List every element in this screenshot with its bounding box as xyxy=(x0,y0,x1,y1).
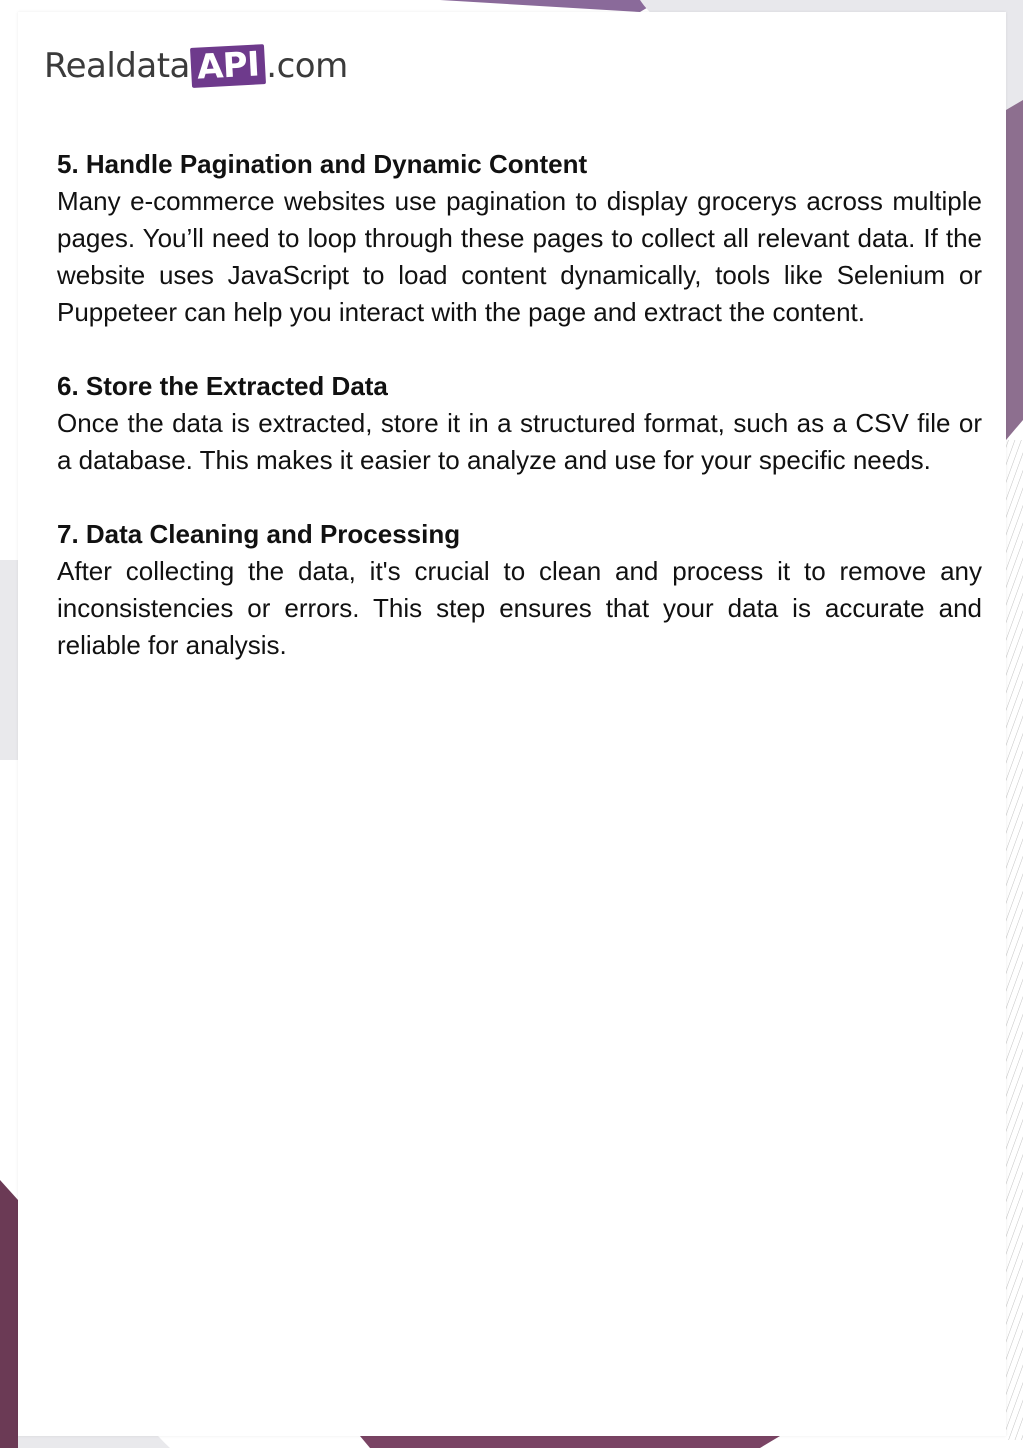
logo-text-com: .com xyxy=(266,46,348,86)
section-pagination xyxy=(57,146,982,331)
section-heading: 6. Store the Extracted Data xyxy=(57,371,388,401)
logo-text-api: API xyxy=(190,44,266,88)
logo-text-realdata: Realdata xyxy=(44,46,190,86)
document-content xyxy=(57,146,982,701)
section-store-data xyxy=(57,368,982,479)
section-body: After collecting the data, it's crucial to clean and process it to remove any inconsistencies or errors. This step ensures that your data is accurate and reliable for analysis. xyxy=(57,556,982,660)
section-body: Many e-commerce websites use pagination to display grocerys across multiple pages. You’ll need to loop through these pages to collect all relevant data. If the website uses JavaScript to load content dynamically, tools like Selenium or Puppeteer can help you interact with the page and extract the content. xyxy=(57,186,982,327)
section-heading: 7. Data Cleaning and Processing xyxy=(57,519,461,549)
section-body: Once the data is extracted, store it in a structured format, such as a CSV file or a database. This makes it easier to analyze and use for your specific needs. xyxy=(57,408,982,475)
section-heading: 5. Handle Pagination and Dynamic Content xyxy=(57,149,588,179)
section-data-cleaning xyxy=(57,516,982,664)
realdataapi-logo xyxy=(44,40,348,92)
